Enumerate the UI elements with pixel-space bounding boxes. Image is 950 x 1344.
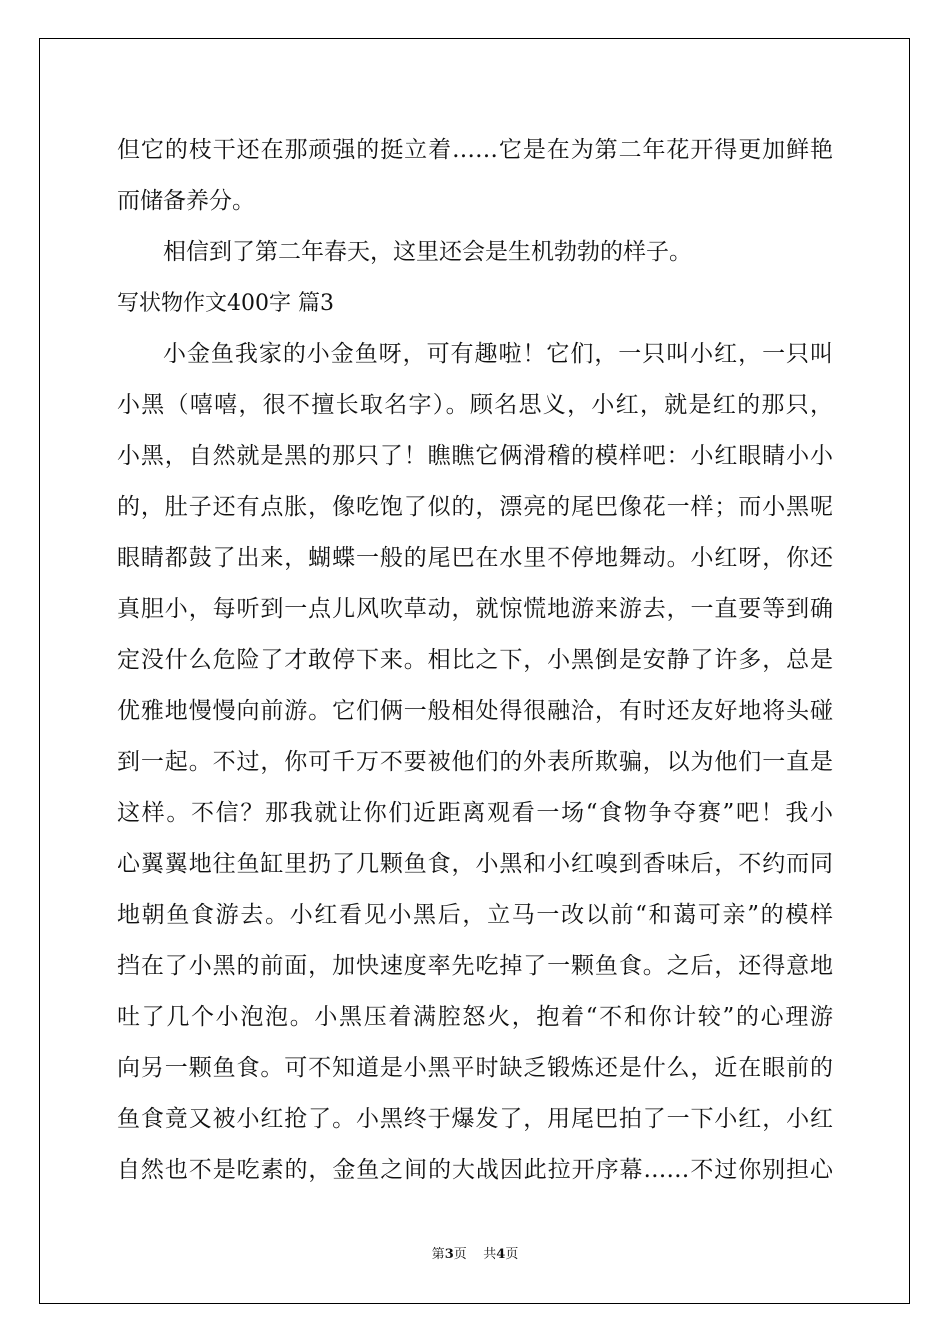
text-line: 相信到了第二年春天，这里还会是生机勃勃的样子。: [163, 239, 692, 265]
text-line: 地朝鱼食游去。小红看见小黑后，立马一改以前“和蔼可亲”的模样: [117, 902, 833, 928]
text-line: 向另一颗鱼食。可不知道是小黑平时缺乏锻炼还是什么，近在眼前的: [117, 1055, 833, 1081]
text-line: 到一起。不过，你可千万不要被他们的外表所欺骗，以为他们一直是: [117, 749, 833, 775]
footer-prefix: 第: [431, 1247, 445, 1262]
text-line: 鱼食竟又被小红抢了。小黑终于爆发了，用尾巴拍了一下小红，小红: [117, 1106, 833, 1132]
text-line: 小黑，自然就是黑的那只了！瞧瞧它俩滑稽的模样吧：小红眼睛小小: [117, 443, 833, 469]
text-line: 心翼翼地往鱼缸里扔了几颗鱼食，小黑和小红嗅到香味后，不约而同: [117, 851, 833, 877]
text-line: 真胆小，每听到一点儿风吹草动，就惊慌地游来游去，一直要等到确: [117, 596, 833, 622]
footer-suffix: 页: [505, 1247, 519, 1262]
text-line: 吐了几个小泡泡。小黑压着满腔怒火，抱着“不和你计较”的心理游: [117, 1004, 833, 1030]
text-line: 自然也不是吃素的，金鱼之间的大战因此拉开序幕……不过你别担心: [117, 1157, 833, 1183]
text-line: 优雅地慢慢向前游。它们俩一般相处得很融洽，有时还友好地将头碰: [117, 698, 833, 724]
text-line: 眼睛都鼓了出来，蝴蝶一般的尾巴在水里不停地舞动。小红呀，你还: [117, 545, 833, 571]
text-line: 但它的枝干还在那顽强的挺立着……它是在为第二年花开得更加鲜艳: [117, 137, 833, 163]
text-line: 小黑（嘻嘻，很不擅长取名字）。顾名思义，小红，就是红的那只，: [117, 392, 833, 418]
current-page-number: 3: [444, 1247, 454, 1262]
text-line: 而储备养分。: [117, 188, 255, 214]
page-footer: [0, 1243, 950, 1262]
footer-middle: 页 共: [453, 1247, 497, 1262]
text-line: 这样。不信？那我就让你们近距离观看一场“食物争夺赛”吧！我小: [117, 800, 833, 826]
text-line: 小金鱼我家的小金鱼呀，可有趣啦！它们，一只叫小红，一只叫: [163, 341, 833, 367]
text-line: 的，肚子还有点胀，像吃饱了似的，漂亮的尾巴像花一样；而小黑呢: [117, 494, 833, 520]
text-line: 挡在了小黑的前面，加快速度率先吃掉了一颗鱼食。之后，还得意地: [117, 953, 833, 979]
section-heading: 写状物作文400字 篇3: [117, 291, 334, 316]
text-line: 定没什么危险了才敢停下来。相比之下，小黑倒是安静了许多，总是: [117, 647, 833, 673]
document-body: [117, 125, 833, 1196]
total-page-number: 4: [496, 1247, 506, 1262]
